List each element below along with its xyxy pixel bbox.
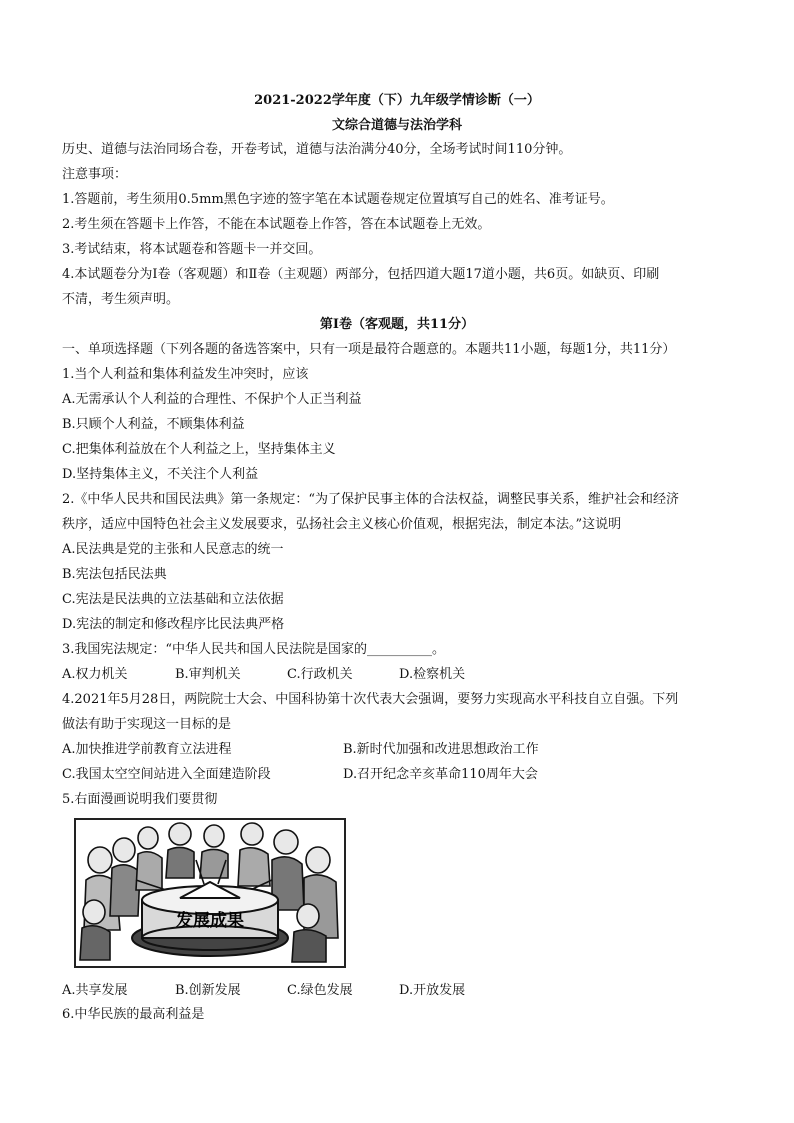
notice-item: 4.本试题卷分为Ⅰ卷（客观题）和Ⅱ卷（主观题）两部分，包括四道大题17道小题，共6页。如缺页、印刷 [62, 267, 660, 282]
answer-option: B.创新发展 [175, 983, 241, 998]
exam-subtitle: 文综合道德与法治学科 [331, 118, 462, 133]
answer-option: C.宪法是民法典的立法基础和立法依据 [62, 592, 284, 607]
answer-option: D.检察机关 [399, 667, 466, 682]
answer-option: C.行政机关 [287, 667, 353, 682]
answer-option: B.只顾个人利益，不顾集体利益 [62, 417, 245, 432]
section-instruction: 一、单项选择题（下列各题的备选答案中，只有一项是最符合题意的。本题共11小题，每题1分，共11分） [62, 342, 676, 357]
answer-option: D.召开纪念辛亥革命110周年大会 [343, 767, 538, 782]
answer-option: B.宪法包括民法典 [62, 567, 167, 582]
cartoon-label: 发展成果 [176, 911, 244, 931]
answer-option: C.把集体利益放在个人利益之上，坚持集体主义 [62, 442, 336, 457]
question-stem-continued: 秩序，适应中国特色社会主义发展要求，弘扬社会主义核心价值观，根据宪法，制定本法。”这说明 [62, 517, 622, 532]
answer-option: B.新时代加强和改进思想政治工作 [343, 742, 539, 757]
cartoon-image [74, 818, 346, 968]
notice-heading: 注意事项： [62, 167, 128, 182]
notice-item: 不清，考生须声明。 [62, 292, 180, 307]
answer-option: A.加快推进学前教育立法进程 [62, 742, 232, 757]
answer-option: D.宪法的制定和修改程序比民法典严格 [62, 617, 285, 632]
question-stem: 2.《中华人民共和国民法典》第一条规定：“为了保护民事主体的合法权益，调整民事关系，维护社会和经济 [62, 492, 680, 507]
answer-option: A.民法典是党的主张和人民意志的统一 [62, 542, 284, 557]
answer-option: C.绿色发展 [287, 983, 353, 998]
question-stem-continued: 做法有助于实现这一目标的是 [62, 717, 232, 732]
answer-option: B.审判机关 [175, 667, 241, 682]
exam-title: 2021-2022学年度（下）九年级学情诊断（一） [254, 93, 540, 108]
cartoon-drawing [76, 820, 344, 966]
notice-item: 1.答题前，考生须用0.5mm黑色字迹的签字笔在本试题卷规定位置填写自己的姓名、准考证号。 [62, 192, 614, 207]
question-stem: 6.中华民族的最高利益是 [62, 1007, 205, 1022]
answer-option: A.权力机关 [62, 667, 128, 682]
question-stem: 3.我国宪法规定：“中华人民共和国人民法院是国家的__________。 [62, 642, 446, 657]
answer-option: A.无需承认个人利益的合理性、不保护个人正当利益 [62, 392, 362, 407]
section-title: 第Ⅰ卷（客观题，共11分） [319, 317, 475, 332]
notice-item: 3.考试结束，将本试题卷和答题卡一并交回。 [62, 242, 322, 257]
question-stem: 1.当个人利益和集体利益发生冲突时，应该 [62, 367, 309, 382]
answer-option: D.开放发展 [399, 983, 466, 998]
answer-option: A.共享发展 [62, 983, 128, 998]
question-stem: 4.2021年5月28日，两院院士大会、中国科协第十次代表大会强调，要努力实现高水平科技自立自强。下列 [62, 692, 679, 707]
intro-text: 历史、道德与法治同场合卷，开卷考试，道德与法治满分40分，全场考试时间110分钟。 [62, 142, 572, 157]
answer-option: D.坚持集体主义，不关注个人利益 [62, 467, 259, 482]
notice-item: 2.考生须在答题卡上作答，不能在本试题卷上作答，答在本试题卷上无效。 [62, 217, 491, 232]
answer-option: C.我国太空空间站进入全面建造阶段 [62, 767, 271, 782]
question-stem: 5.右面漫画说明我们要贯彻 [62, 792, 218, 807]
